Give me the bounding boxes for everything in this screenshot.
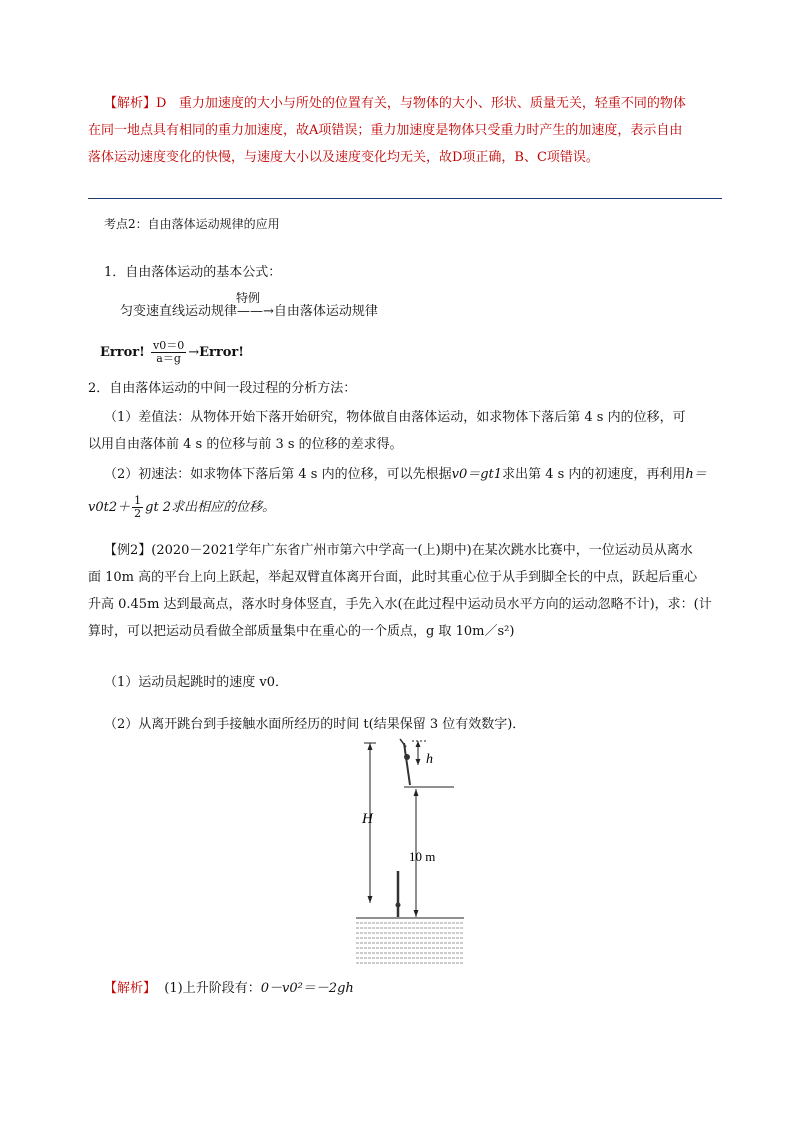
method1-line-a: （1）差值法：从物体开始下落开始研究，物体做自由落体运动，如求物体下落后第 4 s 内的位移，可 <box>104 410 686 425</box>
diving-diagram <box>352 735 472 975</box>
example-line-1 <box>104 540 693 562</box>
rule-arrow: ——→ <box>237 304 274 319</box>
method2-formula-post: gt 2求出相应的位移。 <box>145 500 276 515</box>
section-title: 考点2：自由落体运动规律的应用 <box>104 217 280 231</box>
point2-heading: 2．自由落体运动的中间一段过程的分析方法： <box>88 381 357 396</box>
point1-formula-line <box>100 338 244 368</box>
formula-arrow: → <box>188 345 200 360</box>
point1-rule-line <box>120 301 378 323</box>
error-text-1: Error! <box>100 345 145 360</box>
example-line-3: 升高 0.45m 达到最高点，落水时身体竖直，手先入水(在此过程中运动员水平方向的运动忽略不计)，求：(计 <box>88 597 712 612</box>
analysis2-formula: 0－v0²＝－2gh <box>260 981 354 996</box>
question-1: （1）运动员起跳时的速度 v0． <box>104 675 289 690</box>
analysis-line-3: 落体运动速度变化的快慢，与速度大小以及速度变化均无关，故D项正确，B、C项错误。 <box>88 150 599 165</box>
cond-top: v0＝0 <box>152 339 185 352</box>
water-lines <box>356 923 464 963</box>
analysis-line-2: 在同一地点具有相同的重力加速度，故A项错误；重力加速度是物体只受重力时产生的加速度，表示自由 <box>88 123 683 138</box>
method2-h: h＝ <box>685 467 707 482</box>
label-h: h <box>426 752 433 767</box>
rule-right: 自由落体运动规律 <box>273 304 378 319</box>
method2-line-a <box>104 464 707 486</box>
half-num: 1 <box>134 494 142 507</box>
method1-line-b: 以用自由落体前 4 s 的位移与前 3 s 的位移的差求得。 <box>88 437 403 452</box>
method2-formula-pre: v0t2＋ <box>88 500 131 515</box>
half-den: 2 <box>134 507 142 520</box>
arrow-label: 特例 <box>236 291 261 305</box>
half-fraction <box>132 495 143 520</box>
diver-top-icon <box>400 739 410 785</box>
analysis-text-1: 重力加速度的大小与所处的位置有关，与物体的大小、形状、质量无关，轻重不同的物体 <box>178 96 686 111</box>
analysis2-tag: 【解析】 <box>104 981 157 996</box>
example-text-1: (2020－2021学年广东省广州市第六中学高一(上)期中)在某次跳水比赛中，一位运动员从离水 <box>151 543 693 558</box>
label-10m: 10 m <box>409 849 436 864</box>
condition-fraction <box>151 340 186 365</box>
method2-formula: v0＝gt1 <box>451 467 503 482</box>
analysis-line-1 <box>104 93 686 115</box>
analysis2-text: (1)上升阶段有： <box>164 981 261 996</box>
point1-heading: 1．自由落体运动的基本公式： <box>104 265 282 280</box>
analysis2-line <box>104 978 354 1000</box>
example-tag: 【例2】 <box>104 543 152 558</box>
error-text-2: Error! <box>199 345 244 360</box>
label-H: H <box>362 811 373 827</box>
example-line-2: 面 10m 高的平台上向上跃起，举起双臂直体离开台面，此时其重心位于从手到脚全长的中点，跃起后重心 <box>88 570 698 585</box>
rule-left: 匀变速直线运动规律 <box>120 304 238 319</box>
method2-line-b <box>88 493 275 523</box>
diver-bottom-icon <box>396 871 401 917</box>
cond-bottom: a＝g <box>156 352 181 365</box>
section-divider <box>88 198 722 199</box>
example-line-4: 算时，可以把运动员看做全部质量集中在重心的一个质点，g 取 10m／s²) <box>88 624 515 639</box>
method2-text-a: （2）初速法：如求物体下落后第 4 s 内的位移，可以先根据 <box>104 467 452 482</box>
method2-text-b: 求出第 4 s 内的初速度，再利用 <box>502 467 686 482</box>
analysis-tag: 【解析】 <box>104 96 157 111</box>
analysis-answer: D <box>156 96 167 111</box>
question-2: （2）从离开跳台到手接触水面所经历的时间 t(结果保留 3 位有效数字)． <box>104 717 526 732</box>
